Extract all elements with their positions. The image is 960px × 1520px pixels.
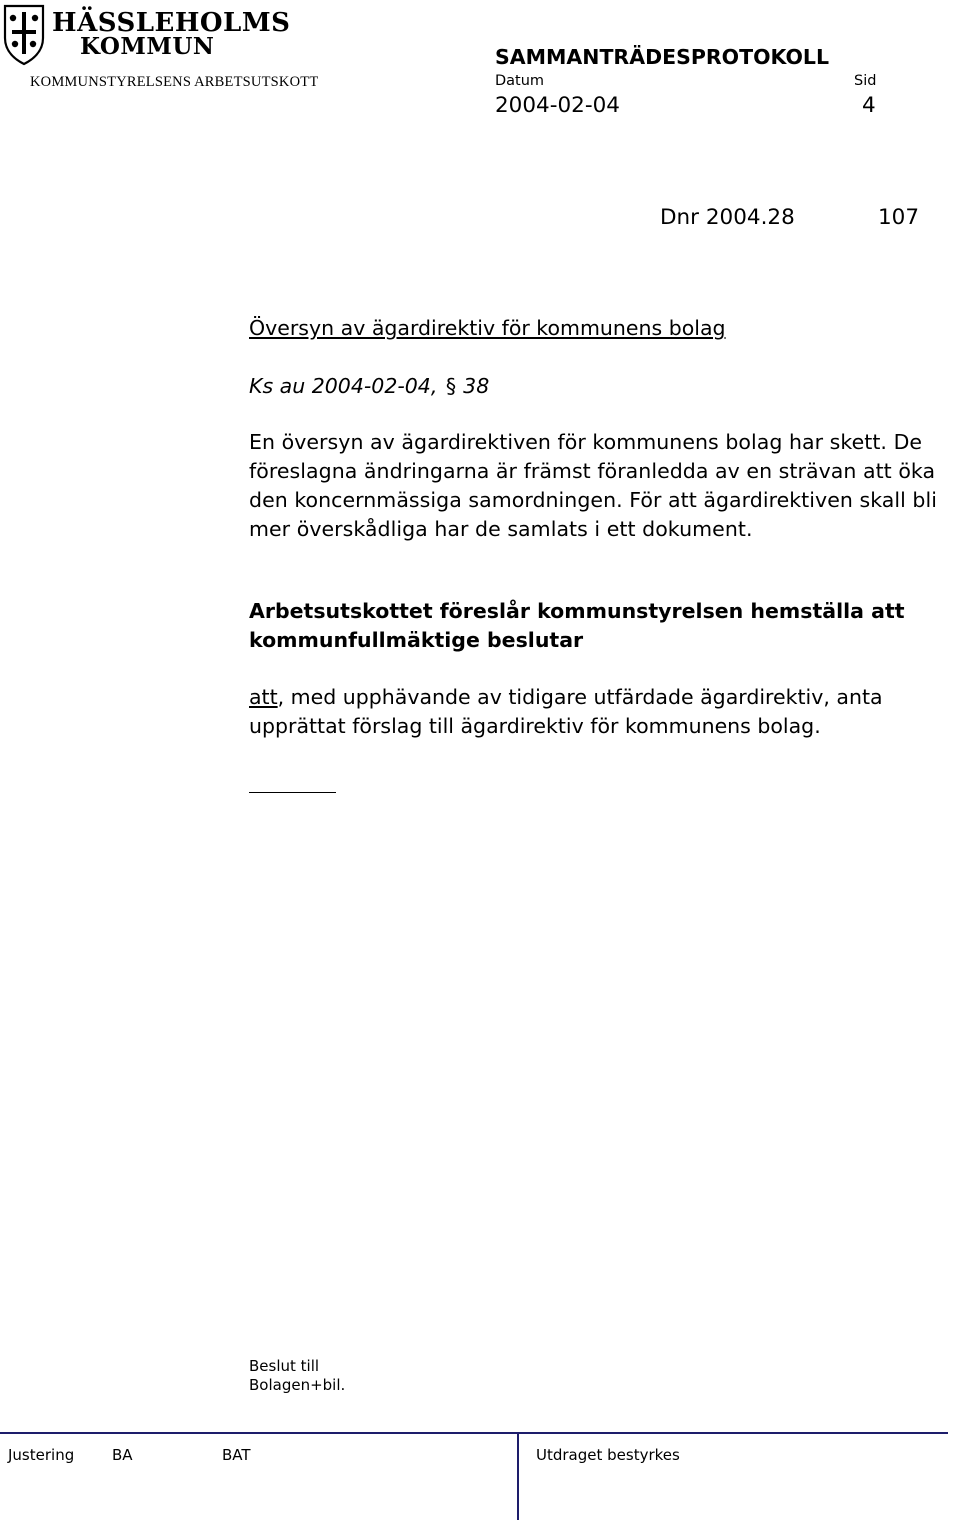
shield-ornament-tr — [32, 15, 38, 21]
shield-ornament-bl — [12, 41, 18, 47]
decision-text: , med upphävande av tidigare utfärdade ägardirektiv, anta upprättat förslag till ägardirektiv för kommunens bolag. — [249, 685, 883, 738]
footer-divider — [0, 1432, 948, 1434]
org-name-line1: HÄSSLEHOLMS — [52, 8, 291, 38]
case-number: Dnr 2004.28 — [660, 205, 795, 230]
proposal-paragraph: Arbetsutskottet föreslår kommunstyrelsen hemställa att kommunfullmäktige beslutar — [249, 599, 905, 652]
shield-ornament-br — [30, 41, 36, 47]
decision-paragraph — [249, 683, 960, 741]
municipal-coat-of-arms-logo — [2, 2, 46, 66]
intro-paragraph: En översyn av ägardirektiven för kommunens bolag har skett. De föreslagna ändringarna är främst föranledda av en strävan att öka den koncernmässiga samordningen. För att ägardirektiven skall bli mer överskådliga har de samlats i ett dokument. — [249, 430, 937, 541]
meeting-reference — [249, 372, 960, 401]
justering-label: Justering — [8, 1446, 75, 1464]
reference-number: 38 — [463, 374, 490, 398]
distribution-line-1: Beslut till — [249, 1357, 320, 1375]
reference-prefix: Ks au 2004-02-04, — [249, 374, 438, 398]
meeting-date: 2004-02-04 — [495, 93, 620, 118]
committee-unit: KOMMUNSTYRELSENS ARBETSUTSKOTT — [30, 74, 319, 90]
item-title: Översyn av ägardirektiv för kommunens bolag — [249, 316, 726, 340]
shield-ornament-tl — [10, 15, 16, 21]
justering-initials-1: BA — [112, 1446, 133, 1464]
end-of-section-rule — [249, 792, 336, 793]
page-label: Sid — [854, 73, 877, 89]
org-name-line2: KOMMUN — [80, 33, 215, 60]
extract-certified-label: Utdraget bestyrkes — [536, 1446, 680, 1464]
paragraph-number: 107 — [878, 205, 920, 230]
distribution-list — [249, 1357, 345, 1395]
section-sign: § — [445, 374, 457, 398]
decision-att-keyword: att — [249, 685, 278, 709]
justering-initials-2: BAT — [222, 1446, 251, 1464]
footer-vertical-divider — [517, 1432, 519, 1520]
page-number: 4 — [862, 93, 876, 118]
distribution-line-2: Bolagen+bil. — [249, 1376, 346, 1394]
document-type-heading: SAMMANTRÄDESPROTOKOLL — [495, 45, 830, 69]
date-label: Datum — [495, 73, 545, 89]
